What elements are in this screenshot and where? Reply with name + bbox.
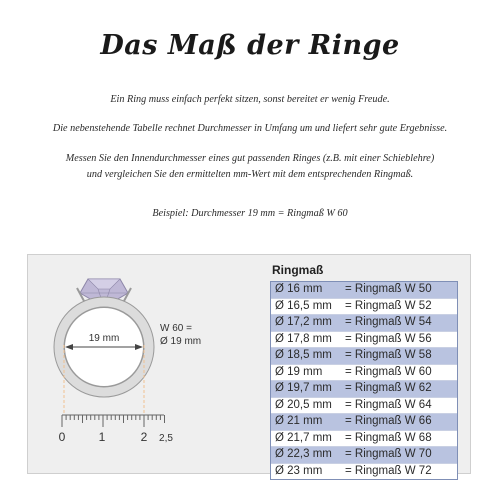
- ring-size-cell: = Ringmaß W 72: [345, 464, 432, 477]
- table-row: [271, 431, 457, 448]
- ring-size-cell: = Ringmaß W 70: [345, 448, 432, 460]
- table-title: Ringmaß: [272, 263, 324, 277]
- table-row: [271, 315, 457, 332]
- diameter-label: 19 mm: [88, 333, 120, 344]
- ring-size-cell: = Ringmaß W 64: [345, 398, 432, 411]
- diameter-cell: Ø 21,7 mm: [275, 431, 332, 444]
- diameter-cell: Ø 16,5 mm: [275, 299, 332, 312]
- table-row: [271, 348, 457, 365]
- table-row: [271, 381, 457, 398]
- page-title: Das Maß der Ringe: [100, 30, 400, 61]
- ring-size-cell: = Ringmaß W 50: [345, 283, 432, 295]
- diameter-cell: Ø 18,5 mm: [275, 349, 332, 361]
- ring-size-cell: = Ringmaß W 60: [345, 365, 432, 378]
- diameter-cell: Ø 23 mm: [275, 464, 323, 477]
- diameter-cell: Ø 19 mm: [275, 365, 323, 378]
- table-row: [271, 365, 457, 382]
- ring-size-cell: = Ringmaß W 58: [345, 349, 432, 361]
- ruler-label-2: 2: [140, 430, 148, 444]
- example-line: Beispiel: Durchmesser 19 mm = Ringmaß W 60: [152, 208, 348, 219]
- diameter-cell: Ø 17,2 mm: [275, 316, 332, 328]
- ring-size-cell: = Ringmaß W 52: [345, 299, 432, 312]
- intro-line-2: Die nebenstehende Tabelle rechnet Durchmesser in Umfang um und liefert sehr gute Ergebnisse.: [52, 123, 448, 134]
- ring-size-table: [270, 281, 458, 480]
- table-row: [271, 464, 457, 480]
- side-label-2: Ø 19 mm: [160, 336, 202, 347]
- ring-size-panel: [27, 254, 471, 477]
- intro-line-4: und vergleichen Sie den ermittelten mm-Wert mit dem entsprechenden Ringmaß.: [86, 169, 414, 180]
- table-row: [271, 398, 457, 415]
- ring-size-cell: = Ringmaß W 66: [345, 415, 432, 427]
- diameter-cell: Ø 20,5 mm: [275, 398, 332, 411]
- side-label-1: W 60 =: [160, 323, 192, 334]
- table-row: [271, 282, 457, 299]
- table-row: [271, 414, 457, 431]
- ring-diagram: [28, 255, 268, 473]
- table-row: [271, 332, 457, 349]
- intro-line-1: Ein Ring muss einfach perfekt sitzen, sonst bereitet er wenig Freude.: [110, 94, 390, 105]
- ring-size-cell: = Ringmaß W 68: [345, 431, 432, 444]
- table-row: [271, 299, 457, 316]
- intro-line-3: Messen Sie den Innendurchmesser eines gut passenden Ringes (z.B. mit einer Schieblehre): [65, 153, 435, 164]
- diameter-cell: Ø 22,3 mm: [275, 448, 332, 460]
- ring-size-cell: = Ringmaß W 56: [345, 332, 432, 345]
- ruler-label-0: 0: [58, 430, 66, 444]
- diameter-cell: Ø 16 mm: [275, 283, 323, 295]
- diameter-cell: Ø 21 mm: [275, 415, 323, 427]
- table-row: [271, 447, 457, 464]
- ruler-label-1: 1: [98, 430, 106, 444]
- diameter-cell: Ø 19,7 mm: [275, 382, 332, 394]
- ring-size-cell: = Ringmaß W 54: [345, 316, 432, 328]
- ruler-label-2-5: 2,5: [159, 433, 173, 444]
- ring-size-cell: = Ringmaß W 62: [345, 382, 432, 394]
- ruler: [62, 415, 165, 427]
- diameter-cell: Ø 17,8 mm: [275, 332, 332, 345]
